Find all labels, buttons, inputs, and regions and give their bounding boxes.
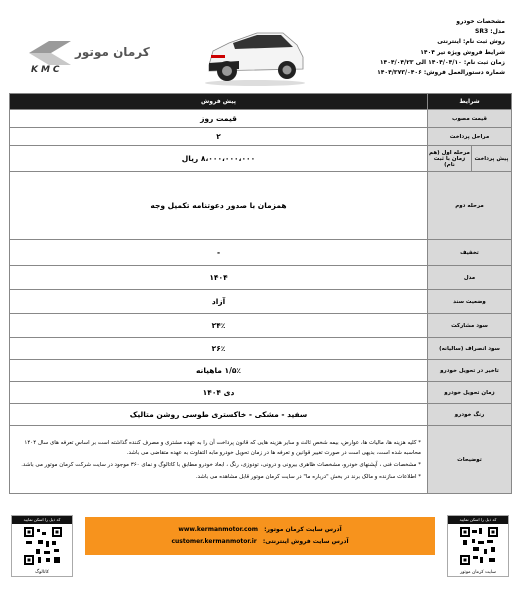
site-address — [85, 524, 435, 536]
table-row — [10, 426, 512, 494]
qr-caption-bottom: کاتالوگ — [35, 570, 49, 575]
row-label: مدل — [428, 266, 512, 290]
table-row — [10, 128, 512, 146]
row-label: مراحل پرداخت — [428, 128, 512, 146]
brand-latin: KMC — [31, 65, 63, 75]
conditions-table — [9, 93, 512, 494]
row-value: آزاد — [10, 290, 428, 314]
qr-caption-top: کد ذیل را اسکن نمایید — [12, 516, 72, 524]
table-row — [10, 360, 512, 382]
kmc-logo — [27, 39, 150, 79]
row-value: همزمان با صدور دعوتنامه تکمیل وجه — [10, 172, 428, 240]
brand-persian: کرمان موتور — [75, 45, 150, 59]
notes-cell — [10, 426, 428, 494]
row-label: توضیحات — [428, 426, 512, 494]
table-row — [10, 404, 512, 426]
table-row — [10, 146, 512, 172]
footer-address-bar — [85, 517, 435, 555]
row-value: ۲ — [10, 128, 428, 146]
table-row — [10, 382, 512, 404]
row-value: سفید - مشکی - خاکستری طوسی روشن متالیک — [10, 404, 428, 426]
header-presale: پیش فروش — [10, 94, 428, 110]
car-image — [199, 23, 311, 87]
row-label: رنگ خودرو — [428, 404, 512, 426]
row-value: ۲۴٪ — [10, 314, 428, 338]
qr-caption-top: کد ذیل را اسکن نمایید — [448, 516, 508, 524]
table-row — [10, 240, 512, 266]
sales-label: آدرس سایت فروش اینترنتی: — [262, 538, 349, 545]
footer — [9, 511, 511, 581]
spec-list — [325, 17, 505, 78]
table-row — [10, 338, 512, 360]
row-value: ۱/۵٪ ماهیانه — [10, 360, 428, 382]
row-label: زمان تحویل خودرو — [428, 382, 512, 404]
kmc-logo-icon — [27, 39, 73, 67]
header-conditions: شرایط — [428, 94, 512, 110]
row-value: ۲۶٪ — [10, 338, 428, 360]
row-label: قیمت مصوب — [428, 110, 512, 128]
table-row — [10, 110, 512, 128]
row-value: ۸،۰۰۰،۰۰۰،۰۰۰ ریال — [10, 146, 428, 172]
table-header-row — [10, 94, 512, 110]
qr-website[interactable] — [447, 515, 509, 577]
site-label: آدرس سایت کرمان موتور: — [264, 526, 342, 533]
table-row — [10, 290, 512, 314]
spec-line: روش ثبت نام: اینترنتی — [437, 38, 505, 46]
row-sublabel: مرحله اول (هم زمان با ثبت نام) — [428, 146, 472, 172]
note-item: * کلیه هزینه ها، مالیات ها، عوارض، بیمه شخص ثالث و سایر هزینه هایی که قانون پرداخت آن را به عهده مشتری و مصرف کننده گذاشته است بر اساس تعرفه های سال ۱۴۰۴ محاسبه شده است، بدیهی است در صورت تغییر قوانین و تعرفه ها در زمان تحویل خودرو مابه التفاوت به عهده متقاضی می باشد. — [24, 439, 421, 456]
spec-line: زمان ثبت نام: ۱۴۰۴/۰۴/۱۰ الی ۱۴۰۴/۰۴/۲۳ — [379, 58, 505, 66]
row-label: سود انصراف (سالیانه) — [428, 338, 512, 360]
sales-url-link[interactable]: customer.kermanmotor.ir — [171, 538, 257, 545]
sales-address — [85, 536, 435, 548]
qr-code-icon — [460, 527, 498, 565]
row-value: دی ۱۴۰۴ — [10, 382, 428, 404]
spec-line: شرایط فروش ویژه تیر ۱۴۰۴ — [420, 48, 505, 56]
row-label: سود مشارکت — [428, 314, 512, 338]
row-label: تخفیف — [428, 240, 512, 266]
qr-code-icon — [24, 527, 62, 565]
row-label: تاخیر در تحویل خودرو — [428, 360, 512, 382]
spec-line: مشخصات خودرو — [456, 18, 505, 25]
qr-catalog[interactable] — [11, 515, 73, 577]
row-label: مرحله دوم — [428, 172, 512, 240]
table-row — [10, 266, 512, 290]
row-label: وضعیت سند — [428, 290, 512, 314]
spec-line: شماره دستورالعمل فروش: ۱۴۰۴/۳۷۳/۰۴۰۶ — [377, 69, 505, 77]
note-item: * اطلاعات سازنده و مالک برند در بخش "درباره ما" در سایت کرمان موتور قابل مشاهده می باشد. — [195, 473, 421, 480]
row-label: پیش پرداخت — [472, 146, 512, 172]
site-url-link[interactable]: www.kermanmotor.com — [178, 526, 258, 533]
qr-caption-bottom: سایت کرمان موتور — [460, 570, 496, 575]
row-value: - — [10, 240, 428, 266]
note-item: * مشخصات فنی ، آپشنهای خودرو، مشخصات ظاهری بیرونی و درونی، تودوزی، رنگ ، ابعاد خودرو مطابق با کاتالوگ و نمای ۳۶۰ موجود در سایت شرکت کرمان موتور می باشد. — [21, 461, 421, 468]
spec-line: مدل: SR3 — [475, 28, 505, 36]
row-value: قیمت روز — [10, 110, 428, 128]
row-value: ۱۴۰۴ — [10, 266, 428, 290]
header — [9, 9, 511, 89]
table-row — [10, 172, 512, 240]
table-row — [10, 314, 512, 338]
price-sheet — [9, 9, 511, 582]
